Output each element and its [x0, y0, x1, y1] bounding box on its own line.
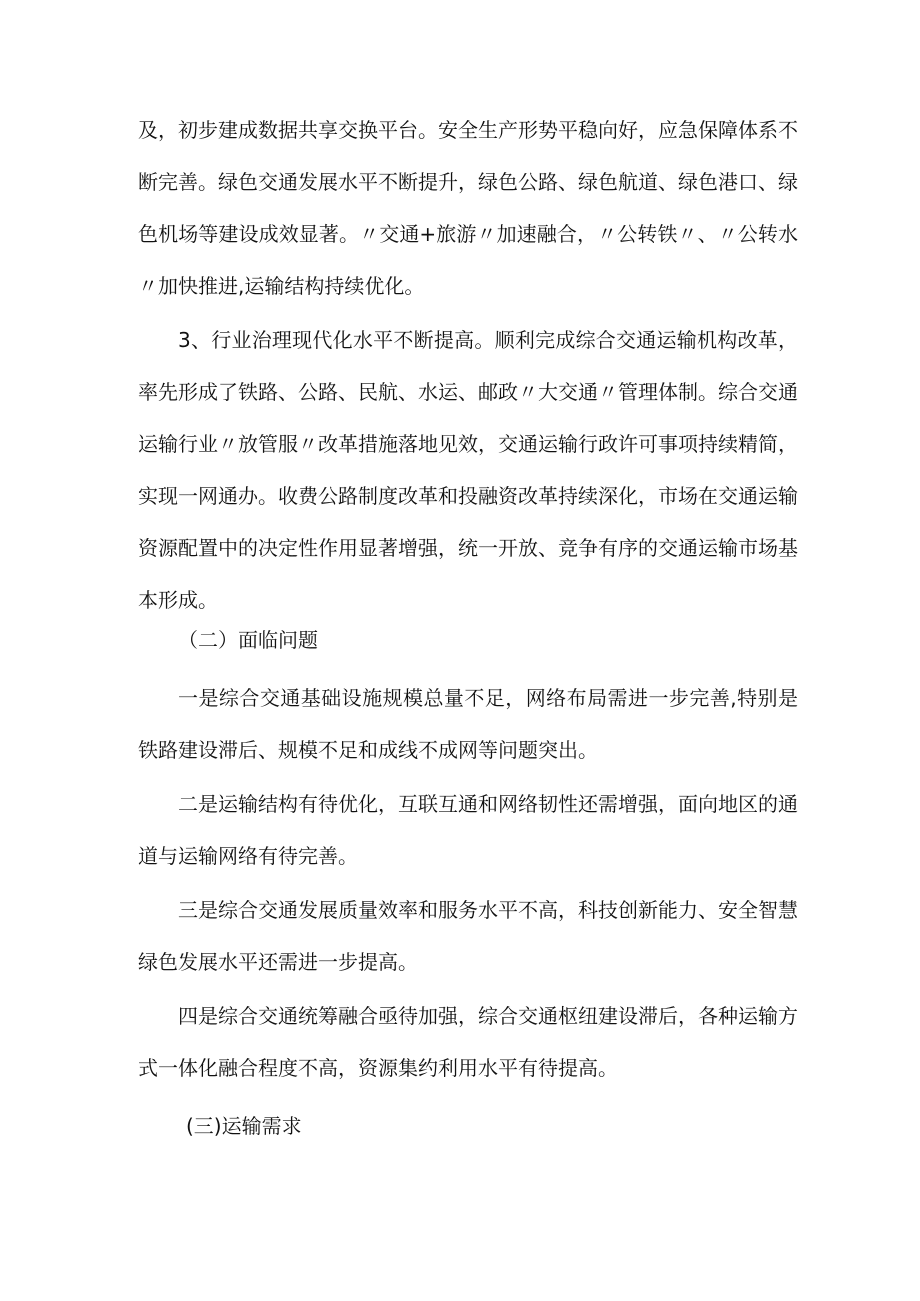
section-heading-demand: (三)运输需求: [186, 1114, 302, 1138]
paragraph-problem-4: 四是综合交通统筹融合亟待加强，综合交通枢纽建设滞后，各种运输方式一体化融合程度不高，资源集约利用水平有待提高。: [138, 1004, 798, 1080]
paragraph-problem-1: 一是综合交通基础设施规模总量不足，网络布局需进一步完善,特别是铁路建设滞后、规模不足和成线不成网等问题突出。: [138, 686, 798, 762]
paragraph-problem-3: 三是综合交通发展质量效率和服务水平不高，科技创新能力、安全智慧绿色发展水平还需进一步提高。: [138, 898, 798, 974]
paragraph-continuation: 及，初步建成数据共享交换平台。安全生产形势平稳向好，应急保障体系不断完善。绿色交通发展水平不断提升，绿色公路、绿色航道、绿色港口、绿色机场等建设成效显著。〃交通+旅游〃加速融合，〃公转铁〃、〃公转水〃加快推进,运输结构持续优化。: [138, 118, 798, 298]
paragraph-governance: 3、行业治理现代化水平不断提高。顺利完成综合交通运输机构改革，率先形成了铁路、公路、民航、水运、邮政〃大交通〃管理体制。综合交通运输行业〃放管服〃改革措施落地见效，交通运输行政许可事项持续精简，实现一网通办。收费公路制度改革和投融资改革持续深化，市场在交通运输资源配置中的决定性作用显著增强，统一开放、竞争有序的交通运输市场基本形成。: [138, 328, 798, 612]
paragraph-problem-2: 二是运输结构有待优化，互联互通和网络韧性还需增强，面向地区的通道与运输网络有待完善。: [138, 792, 798, 868]
section-heading-problems: （二）面临问题: [178, 628, 318, 652]
